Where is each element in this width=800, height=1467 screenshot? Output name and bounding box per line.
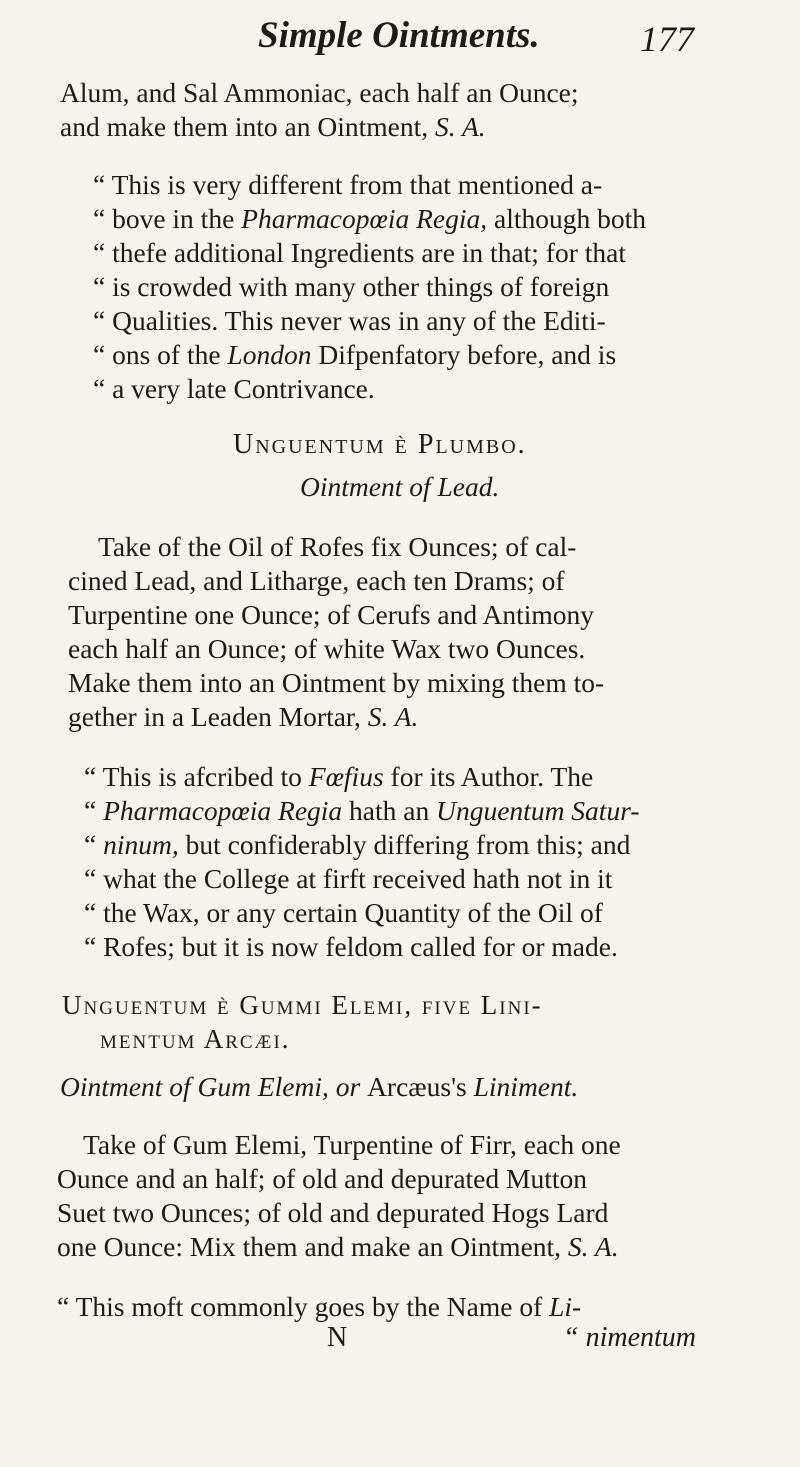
quote-line: “ This is afcribed to Fœfius for its Author. The <box>84 761 594 792</box>
text-line: each half an Ounce; of white Wax two Ounces. <box>68 633 586 664</box>
quote-line: “ is crowded with many other things of foreign <box>93 271 610 302</box>
quote-line: “ a very late Contrivance. <box>93 373 375 404</box>
section-subheading: Ointment of Lead. <box>300 471 500 502</box>
section-heading: Unguentum è Plumbo. <box>233 429 527 460</box>
text-line: one Ounce: Mix them and make an Ointment, S. A. <box>57 1231 619 1262</box>
text-line: Suet two Ounces; of old and depurated Hogs Lard <box>57 1197 609 1228</box>
section-heading: mentum Arcæi. <box>100 1024 291 1054</box>
quote-line: “ Rofes; but it is now feldom called for or made. <box>84 931 618 962</box>
quote-line: “ bove in the Pharmacopœia Regia, although both <box>93 203 646 234</box>
section-subheading: Ointment of Gum Elemi, or Arcæus's Liniment. <box>60 1071 579 1102</box>
catchword: “ nimentum <box>563 1322 696 1353</box>
quote-line: “ Qualities. This never was in any of the Editi- <box>93 305 606 336</box>
running-head: Simple Ointments. <box>258 15 540 56</box>
quote-line: “ the Wax, or any certain Quantity of the Oil of <box>84 897 603 928</box>
quote-line: “ This is very different from that mentioned a- <box>93 169 603 200</box>
page-number: 177 <box>640 19 694 59</box>
text-line: Turpentine one Ounce; of Cerufs and Antimony <box>68 599 594 630</box>
text-line: Take of Gum Elemi, Turpentine of Firr, each one <box>83 1129 621 1160</box>
quote-line: “ what the College at firft received hath not in it <box>84 863 613 894</box>
text-line: and make them into an Ointment, S. A. <box>60 111 486 142</box>
text-line: cined Lead, and Litharge, each ten Drams; of <box>68 565 565 596</box>
quote-line: “ thefe additional Ingredients are in that; for that <box>93 237 626 268</box>
section-heading: Unguentum è Gummi Elemi, five Lini- <box>62 990 543 1020</box>
text-line: Make them into an Ointment by mixing them to- <box>68 667 605 698</box>
quote-line: “ Pharmacopœia Regia hath an Unguentum Satur- <box>84 795 640 826</box>
signature-mark: N <box>327 1322 348 1353</box>
quote-line: “ ninum, but confiderably differing from this; and <box>84 829 631 860</box>
quote-line: “ This moft commonly goes by the Name of Li- <box>57 1291 582 1322</box>
page-header <box>0 14 800 74</box>
text-line: Alum, and Sal Ammoniac, each half an Ounce; <box>60 77 579 108</box>
text-line: Take of the Oil of Rofes fix Ounces; of cal- <box>98 531 577 562</box>
quote-line: “ ons of the London Difpenfatory before, and is <box>93 339 617 370</box>
text-line: gether in a Leaden Mortar, S. A. <box>68 701 419 732</box>
text-line: Ounce and an half; of old and depurated Mutton <box>57 1163 587 1194</box>
